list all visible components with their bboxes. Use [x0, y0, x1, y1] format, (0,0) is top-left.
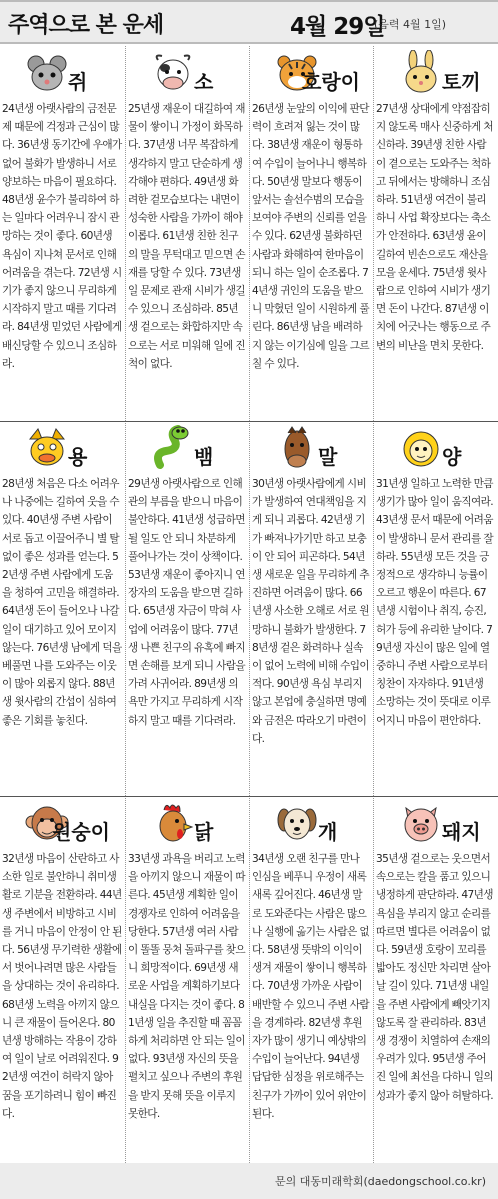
zodiac-name: 용 [68, 445, 88, 469]
zodiac-heading [374, 46, 498, 104]
zodiac-name: 토끼 [442, 70, 481, 94]
zodiac-name: 돼지 [442, 820, 481, 844]
zodiac-heading [126, 796, 249, 854]
page-title: 주역으로 본 운세 [8, 13, 164, 38]
fortune-text: 24년생 아랫사람의 금전문제 때문에 걱정과 근심이 많다. 36년생 동기간에 우애가 없어 불화가 발생하니 서로 양보하는 마음이 필요하다. 48년생 윤수가 불리하여 하는 일마다 어려우니 잠시 관망하는 것이 좋다. 60년생 욕심이 지나쳐 문서로 인해 어려움을 겪는다. 72년생 시기가 좋지 않으니 무리하게 시작하지 말고 때를 기다려라. 84년생 믿었던 사람에게 배신당할 수 있으니 조심하라. [2, 103, 122, 370]
fortune-text: 33년생 과욕을 버리고 노력을 아끼지 않으니 재물이 따른다. 45년생 계획한 일이 경쟁자로 인하여 어려움을 당한다. 57년생 여러 사람이 똘똘 뭉쳐 돌파구를 찾으니 희망적이다. 69년생 새로운 사업을 계획하기보다 내실을 다지는 것이 좋다. 81년생 일을 추진할 때 꼼꼼하게 처리하면 안 되는 일이 없다. 93년생 자신의 뜻을 펼치고 싶으나 주변의 후원을 받지 못해 뜻을 이루지 못한다. [128, 853, 246, 1120]
zodiac-cell [249, 796, 373, 1163]
fortune-text: 34년생 오랜 친구를 만나 인심을 베푸니 우정이 새록새록 깊어진다. 46년생 말로 도와준다는 사람은 많으나 실행에 옮기는 사람은 없다. 58년생 뜻밖의 이익이 생겨 재물이 쌓이니 행복하다. 70년생 가까운 사람이 배반할 수 있으니 주변 사람을 경계하라. 82년생 후원자가 많이 생기니 예상밖의 수입이 늘어난다. 94년생 답답한 심정을 위로해주는 친구가 가까이 있어 위안이 된다. [252, 853, 370, 1120]
zodiac-cell [249, 421, 373, 796]
zodiac-name: 말 [318, 445, 338, 469]
fortune-text: 27년생 상대에게 약점잡히지 않도록 매사 신중하게 처신하라. 39년생 친한 사람이 곁으로는 도와주는 척하고 뒤에서는 방해하니 조심하라. 51년생 여건이 불리하니 사업 확장보다는 축소가 안전하다. 63년생 윤이 길하여 빈손으로도 재산을 모을 운세다. 75년생 윗사람으로 인하여 시비가 생기면 돈이 나간다. 87년생 이치에 어긋나는 행동으로 주변의 비난을 면치 못한다. [376, 103, 494, 352]
fortune-text: 35년생 겉으로는 웃으면서 속으로는 칼을 품고 있으니 냉정하게 판단하라. 47년생 욕심을 부리지 않고 순리를 따르면 별다른 어려움이 없다. 59년생 호랑이 꼬리를 밟아도 정신만 차리면 살아날 길이 있다. 71년생 내일을 주변 사람에게 빼앗기지 않도록 잘 관리하라. 83년생 경쟁이 치열하여 손재의 우려가 있다. 95년생 주어진 일에 최선을 다하니 일의 성과가 좋지 않아 허탈하다. [376, 853, 494, 1102]
fortune-text: 32년생 마음이 산란하고 사소한 일로 불안하니 취미생활로 기분을 전환하라. 44년생 주변에서 비방하고 시비를 거니 마음이 안정이 안 된다. 56년생 무기력한 생활에서 벗어나려면 많은 사람들을 상대하는 것이 유리하다. 68년생 노력을 아끼지 않으니 큰 재물이 들어온다. 80년생 방해하는 작용이 강하여 일이 날로 어려워진다. 92년생 여건이 허락지 않아 꿈을 포기하려니 힘이 빠진다. [2, 853, 122, 1120]
fortune-text: 29년생 아랫사람으로 인해 관의 부름을 받으니 마음이 불안하다. 41년생 성급하면 될 일도 안 되니 차분하게 풀어나가는 것이 상책이다. 53년생 재운이 좋아지니 연장자의 도움을 받으면 길하다. 65년생 자금이 막혀 사업에 어려움이 많다. 77년생 나쁜 친구의 유혹에 빠지면 손해를 보게 되니 사람을 가려 사귀어라. 89년생 의욕만 가지고 무리하게 시작하지 말고 때를 기다려라. [128, 478, 246, 727]
sheep-icon [398, 425, 444, 471]
snake-icon [150, 425, 196, 471]
footer-bar [0, 1163, 498, 1199]
dog-icon [274, 800, 320, 846]
zodiac-name: 쥐 [68, 70, 88, 94]
zodiac-cell [125, 46, 249, 421]
rat-icon [24, 50, 70, 96]
zodiac-name: 닭 [194, 820, 214, 844]
fortune-text: 25년생 재운이 대길하여 재물이 쌓이니 가정이 화목하다. 37년생 너무 복잡하게 생각하지 말고 단순하게 생각해야 편하다. 49년생 화려한 겉모습보다는 내면이 성숙한 사람을 가까이 해야 이롭다. 61년생 친한 친구의 말을 무턱대고 믿으면 손재를 당할 수 있다. 73년생 일 문제로 관재 시비가 생길 수 있으니 조심하라. 85년생 겉으로는 화합하지만 속으로는 서로 미워해 일에 진척이 없다. [128, 103, 246, 370]
date-label: 4월 29일 [290, 14, 385, 40]
zodiac-heading [0, 796, 125, 854]
zodiac-cell [125, 421, 249, 796]
row-divider [0, 796, 498, 797]
zodiac-heading [126, 46, 249, 104]
zodiac-cell [0, 796, 125, 1163]
fortune-text: 28년생 처음은 다소 어려우나 나중에는 길하여 웃을 수 있다. 40년생 주변 사람이 서로 돕고 이끌어주니 별 탈 없이 좋은 성과를 얻는다. 52년생 주변 사람에게 도움을 청하여 고민을 해결하라. 64년생 돈이 들어오나 나갈 일이 대기하고 있어 모이지 않는다. 76년생 남에게 덕을 베풀면 나를 도와주는 이웃이 많아 외롭지 않다. 88년생 윗사람의 간섭이 심하여 좋은 기회를 놓친다. [2, 478, 122, 727]
header-bar [0, 0, 498, 44]
zodiac-heading [250, 796, 373, 854]
zodiac-cell [0, 421, 125, 796]
footer-credit: 문의 대동미래학회(daedongschool.co.kr) [275, 1175, 486, 1188]
zodiac-cell [373, 46, 498, 421]
zodiac-heading [250, 421, 373, 479]
zodiac-cell [0, 46, 125, 421]
zodiac-cell [249, 46, 373, 421]
rooster-icon [150, 800, 196, 846]
ox-icon [150, 50, 196, 96]
zodiac-name: 호랑이 [302, 70, 360, 94]
zodiac-heading [126, 421, 249, 479]
zodiac-heading [374, 421, 498, 479]
zodiac-heading [0, 46, 125, 104]
fortune-text: 30년생 아랫사람에게 시비가 발생하여 연대책임을 지게 되니 괴롭다. 42년생 기가 빠져나가기만 하고 보충이 안 되어 피곤하다. 54년생 새로운 일을 무리하게 추진하면 어려움이 많다. 66년생 사소한 오해로 서로 원망하니 불화가 발생한다. 78년생 겉은 화려하나 실속이 없어 노력에 비해 수입이 적다. 90년생 욕심 부리지 않고 본업에 충실하면 명예와 금전은 따라오기 마련이다. [252, 478, 370, 745]
zodiac-cell [373, 796, 498, 1163]
zodiac-heading [0, 421, 125, 479]
pig-icon [398, 800, 444, 846]
fortune-text: 31년생 일하고 노력한 만큼 생기가 많아 일이 움직여라. 43년생 문서 때문에 어려움이 발생하니 문서 관리를 잘 하라. 55년생 모든 것을 긍정적으로 생각하니 능률이 오르고 행운이 따른다. 67년생 시험이나 취직, 승진, 허가 등에 유리한 날이다. 79년생 자신이 많은 일에 열중하니 주변 사람으로부터 칭찬이 자자하다. 91년생 소망하는 것이 뜻대로 이루어지니 마음이 편안하다. [376, 478, 494, 727]
zodiac-name: 뱀 [194, 445, 214, 469]
zodiac-name: 양 [442, 445, 462, 469]
rabbit-icon [398, 50, 444, 96]
zodiac-name: 원숭이 [52, 820, 110, 844]
fortune-text: 26년생 눈앞의 이익에 판단력이 흐려져 잃는 것이 많다. 38년생 재운이 형통하여 수입이 늘어나니 행복하다. 50년생 말보다 행동이 앞서는 솔선수범의 모습을 보여야 주변의 신뢰를 얻을 수 있다. 62년생 불화하던 사람과 화해하여 한마음이 되니 하는 일이 순조롭다. 74년생 귀인의 도움을 받으니 막혔던 일이 시원하게 풀린다. 86년생 남을 배려하지 않는 이기심에 일을 그르칠 수 있다. [252, 103, 370, 370]
dragon-icon [24, 425, 70, 471]
row-divider [0, 421, 498, 422]
zodiac-heading [250, 46, 373, 104]
zodiac-cell [125, 796, 249, 1163]
zodiac-name: 개 [318, 820, 338, 844]
zodiac-cell [373, 421, 498, 796]
horse-icon [274, 425, 320, 471]
lunar-date-label: (음력 4월 1일) [374, 18, 447, 31]
zodiac-name: 소 [194, 70, 214, 94]
zodiac-heading [374, 796, 498, 854]
